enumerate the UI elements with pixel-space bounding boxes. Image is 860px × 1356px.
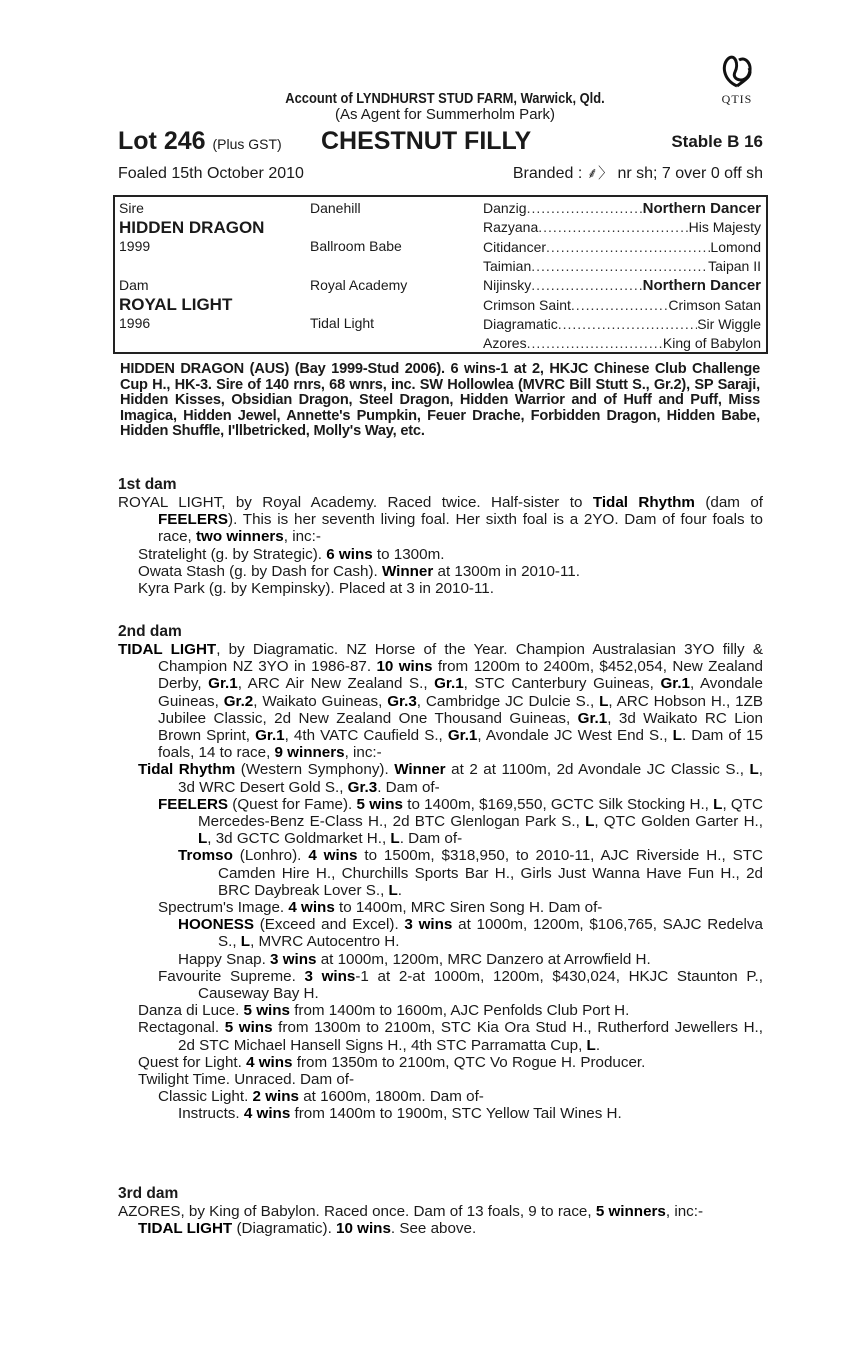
bold-text: Gr.3 — [347, 778, 378, 796]
vendor-agent: (As Agent for Summerholm Park) — [334, 106, 556, 123]
grandparent-name: Diagramatic — [483, 315, 558, 332]
grandparent-sire: Northern Dancer — [642, 277, 761, 295]
text: Instructs. — [178, 1105, 244, 1123]
bold-text: 10 wins — [336, 1220, 391, 1238]
section-title: 1st dam — [118, 476, 177, 493]
bold-text: L — [585, 813, 595, 831]
text: from 1350m to 2100m, QTC Vo Rogue H. Producer. — [292, 1053, 646, 1071]
bold-text: Gr.1 — [577, 709, 608, 727]
bold-text: Gr.1 — [208, 675, 238, 693]
pedigree-grandparent-row — [483, 239, 761, 255]
branded-info — [513, 162, 763, 183]
pedigree-entry — [118, 641, 763, 761]
text: to 1400m, MRC Siren Song H. Dam of- — [334, 899, 603, 917]
text: ROYAL LIGHT, by Royal Academy. Raced twice. Half-sister to — [118, 494, 593, 511]
second-dam-section — [118, 623, 763, 1123]
section-title: 3rd dam — [118, 1185, 179, 1202]
pedigree-entry — [118, 847, 763, 899]
text: (dam of — [694, 494, 764, 511]
vendor-account: Account of LYNDHURST STUD FARM, Warwick, Qld. — [285, 90, 605, 107]
qtis-logo-icon — [719, 50, 755, 90]
pedigree-entry — [118, 916, 763, 950]
bold-text: L — [672, 727, 682, 745]
pedigree-grandparent-row — [483, 258, 761, 274]
grandparent-sire: Lomond — [710, 238, 761, 255]
pedigree-grandparent-row — [483, 219, 761, 235]
text: at 2 at 1100m, 2d Avondale JC Classic S., — [445, 761, 750, 779]
bold-text: Gr.1 — [255, 727, 285, 745]
text: . See above. — [390, 1220, 477, 1238]
grandparent-sire: Northern Dancer — [642, 200, 761, 217]
brand-symbol-icon: ⸙〉 — [586, 165, 613, 182]
text: , Cambridge JC Dulcie S., — [416, 692, 600, 710]
lot-number-text: Lot 246 — [118, 127, 206, 155]
pedigree-entry — [118, 546, 763, 563]
text: AZORES, by King of Babylon. Raced once. Dam of 13 foals, 9 to race, — [118, 1203, 596, 1220]
text: , by Diagramatic. NZ Horse of the Year. Champion Australasian 3YO filly & Champion NZ 3YO in 1986-87. — [158, 641, 763, 676]
text: (Quest for Fame). — [228, 795, 357, 813]
text: (Western Symphony). — [235, 761, 395, 779]
text: . — [397, 881, 403, 899]
text: , Avondale Guineas, — [158, 675, 763, 710]
text: from 1300m to 2100m, STC Kia Ora Stud H., Rutherford Jewellers H., 2d STC Michael Hansell Signs H., 4th STC Parramatta Cup, — [178, 1019, 763, 1054]
sire-label: Sire — [119, 200, 144, 216]
text: , inc:- — [344, 744, 382, 762]
text: , Avondale JC West End S., — [477, 727, 673, 745]
bold-text: two winners — [195, 528, 284, 546]
bold-text: L — [599, 692, 609, 710]
bold-text: FEELERS — [158, 511, 229, 529]
lot-number — [118, 127, 282, 156]
text: from 1400m to 1600m, AJC Penfolds Club Port H. — [289, 1002, 630, 1020]
bold-text: TIDAL LIGHT — [138, 1220, 233, 1238]
text: . Dam of- — [399, 830, 463, 848]
bold-text: L — [198, 830, 208, 848]
pedigree-entry — [118, 1071, 763, 1088]
bold-text: Tidal Rhythm — [138, 761, 236, 779]
text: . Dam of 15 foals, 14 to race, — [158, 727, 763, 762]
text: from 1200m to 2400m, $452,054, New Zealand Derby, — [158, 658, 763, 693]
bold-text: L — [390, 830, 400, 848]
leader-dots — [558, 316, 698, 332]
pedigree-entry — [118, 1054, 763, 1071]
bold-text: Gr.2 — [223, 692, 254, 710]
pedigree-grandparent-row — [483, 200, 761, 217]
bold-text: 4 wins — [308, 847, 358, 865]
leader-dots — [571, 297, 668, 313]
bold-text: Tidal Rhythm — [592, 494, 695, 511]
text: (Diagramatic). — [232, 1220, 337, 1238]
text: , 3d Waikato RC Lion Brown Sprint, — [158, 709, 763, 745]
bold-text: FEELERS — [158, 795, 229, 813]
text: at 1000m, 1200m, MRC Danzero at Arrowfield H. — [316, 950, 651, 968]
grandparent-sire: His Majesty — [688, 219, 761, 236]
text: , inc:- — [665, 1203, 704, 1220]
text: at 1300m in 2010-11. — [433, 562, 580, 580]
pedigree-entry — [118, 1203, 763, 1220]
leader-dots — [538, 219, 688, 235]
pedigree-grandparent-row — [483, 297, 761, 313]
pedigree-entry — [118, 1105, 763, 1122]
grandparent-name: Citidancer — [483, 238, 547, 255]
grandparent-sire: Crimson Satan — [668, 296, 761, 313]
text: . — [595, 1036, 601, 1054]
text: from 1400m to 1900m, STC Yellow Tail Wines H. — [290, 1105, 622, 1123]
grandparent-name: Taimian — [483, 257, 532, 274]
bold-text: L — [388, 881, 398, 899]
grandparent-sire: Taipan II — [708, 257, 761, 274]
pedigree-entry — [118, 796, 763, 848]
dam-sire: Royal Academy — [310, 277, 408, 293]
text: Classic Light. — [158, 1088, 253, 1106]
qtis-logo-text: QTIS — [721, 92, 753, 106]
bold-text: Gr.3 — [387, 692, 417, 710]
text: at 1600m, 1800m. Dam of- — [298, 1088, 484, 1106]
sire-name: HIDDEN DRAGON — [119, 218, 265, 237]
sire-summary: HIDDEN DRAGON (AUS) (Bay 1999-Stud 2006). 6 wins-1 at 2, HKJC Chinese Club Challenge Cup H., HK-3. Sire of 140 rnrs, 68 wnrs, inc. SW Hollowlea (MVRC Bill Stutt S., Gr.2), SP Saraji, Hidden Kisses, Obsidian Dragon, Steel Dragon, Hidden Warrior and of Huff and Puff, Miss Imagica, Hidden Jewel, Annette's Pumpkin, Feuer Drache, Forbidden Dragon, Hidden Babe, Hidden Shuffle, I'llbetricked, Molly's Way, etc. — [120, 361, 760, 439]
bold-text: 10 wins — [376, 658, 433, 676]
text: to 1400m, $169,550, GCTC Silk Stocking H., — [402, 795, 714, 813]
text: Quest for Light. — [138, 1053, 247, 1071]
bold-text: 5 wins — [224, 1019, 273, 1037]
dam-label: Dam — [119, 277, 149, 293]
text: , ARC Hobson H., 1ZB Jubilee Classic, 2d New Zealand One Thousand Guineas, — [158, 692, 763, 727]
text: , QTC Mercedes-Benz E-Class H., 2d BTC Glenlogan Park S., — [198, 795, 763, 831]
text: , 3d GCTC Goldmarket H., — [207, 830, 391, 848]
bold-text: Winner — [394, 761, 446, 779]
text: to 1300m. — [372, 545, 445, 563]
text: , MVRC Autocentro H. — [250, 933, 400, 951]
pedigree-entry — [118, 580, 763, 597]
text: (Lonhro). — [232, 847, 309, 865]
pedigree-entry — [118, 563, 763, 580]
text: , QTC Golden Garter H., — [594, 813, 763, 831]
lot-header — [118, 127, 763, 157]
leader-dots — [527, 335, 663, 351]
bold-text: 2 wins — [252, 1088, 299, 1106]
dam-dam: Tidal Light — [310, 315, 375, 331]
bold-text: 6 wins — [326, 545, 373, 563]
text: Kyra Park (g. by Kempinsky). Placed at 3 in 2010-11. — [138, 580, 494, 598]
text: , inc:- — [283, 528, 321, 546]
text: , Waikato Guineas, — [253, 692, 388, 710]
bold-text: L — [586, 1036, 596, 1054]
text: Owata Stash (g. by Dash for Cash). — [138, 562, 382, 580]
text: -1 at 2-at 1000m, 1200m, $430,024, HKJC Staunton P., Causeway Bay H. — [198, 967, 763, 1003]
branded-label: Branded : — [512, 165, 583, 182]
pedigree-entry — [118, 968, 763, 1002]
text: . Dam of- — [377, 778, 440, 796]
text: at 1000m, 1200m, $106,765, SAJC Redelva S., — [218, 916, 763, 951]
grandparent-name: Danzig — [483, 200, 527, 216]
bold-text: Winner — [381, 562, 434, 580]
leader-dots — [527, 200, 643, 217]
bold-text: 5 wins — [356, 795, 403, 813]
bold-text: 3 wins — [304, 967, 356, 985]
pedigree-entry — [118, 494, 763, 546]
dam-year: 1996 — [119, 315, 151, 331]
text: Twilight Time. Unraced. Dam of- — [138, 1071, 355, 1089]
lot-note: (Plus GST) — [212, 136, 282, 152]
leader-dots — [546, 239, 710, 255]
pedigree-entry — [118, 1088, 763, 1105]
leader-dots — [531, 258, 708, 274]
text: Rectagonal. — [138, 1019, 225, 1037]
pedigree-grandparent-row — [483, 316, 761, 332]
grandparent-name: Crimson Saint — [483, 296, 571, 313]
pedigree-grandparent-row — [483, 335, 761, 351]
pedigree-grandparent-row — [483, 277, 761, 294]
bold-text: L — [713, 795, 723, 813]
bold-text: 3 wins — [270, 950, 317, 968]
bold-text: L — [240, 933, 251, 951]
bold-text: Tromso — [178, 847, 233, 865]
sire-dam: Ballroom Babe — [310, 238, 402, 254]
sire-year: 1999 — [119, 238, 151, 254]
text: to 1500m, $318,950, to 2010-11, AJC Riverside H., STC Camden Hire H., Churchills Sports Bar H., Girls Just Wanna Have Fun H., 2d BRC Daybreak Lover S., — [218, 847, 763, 899]
bold-text: Gr.1 — [447, 727, 478, 745]
text: , 3d WRC Desert Gold S., — [178, 761, 763, 796]
pedigree-entry — [118, 1220, 763, 1237]
text: Danza di Luce. — [138, 1002, 244, 1020]
bold-text: 5 wins — [243, 1002, 290, 1020]
pedigree-entry — [118, 1002, 763, 1019]
bold-text: 4 wins — [246, 1053, 293, 1071]
leader-dots — [531, 277, 642, 294]
branded-value: nr sh; 7 over 0 off sh — [617, 165, 763, 182]
pedigree-entry — [118, 899, 763, 916]
bold-text: 5 winners — [595, 1203, 666, 1220]
text: , STC Canterbury Guineas, — [463, 675, 661, 693]
grandparent-sire: King of Babylon — [662, 335, 761, 352]
section-title: 2nd dam — [118, 623, 182, 640]
text: , 4th VATC Caufield S., — [284, 727, 448, 745]
first-dam-section — [118, 476, 763, 597]
bold-text: HOONESS — [178, 916, 254, 934]
third-dam-section — [118, 1185, 763, 1237]
horse-description: CHESTNUT FILLY — [321, 127, 532, 155]
grandparent-name: Razyana — [483, 219, 539, 236]
text: ). This is her seventh living foal. Her sixth foal is a 2YO. Dam of four foals to race, — [158, 511, 763, 546]
grandparent-sire: Sir Wiggle — [697, 315, 761, 332]
stable-location: Stable B 16 — [671, 132, 763, 151]
pedigree-entry — [118, 1019, 763, 1053]
text: , ARC Air New Zealand S., — [237, 675, 435, 693]
grandparent-name: Azores — [483, 335, 527, 352]
foaled-date: Foaled 15th October 2010 — [118, 165, 304, 182]
bold-text: Gr.1 — [660, 675, 690, 693]
grandparent-name: Nijinsky — [483, 277, 532, 294]
pedigree-table — [113, 195, 768, 354]
text: Stratelight (g. by Strategic). — [138, 545, 327, 563]
bold-text: 4 wins — [243, 1105, 291, 1123]
bold-text: 4 wins — [288, 899, 335, 917]
bold-text: Gr.1 — [434, 675, 464, 693]
text: Favourite Supreme. — [158, 967, 305, 985]
text: (Exceed and Excel). — [253, 916, 405, 934]
bold-text: 3 wins — [404, 916, 453, 934]
pedigree-entry — [118, 761, 763, 795]
sire-sire: Danehill — [310, 200, 361, 216]
pedigree-entry — [118, 951, 763, 968]
bold-text: L — [749, 761, 759, 779]
text: Spectrum's Image. — [158, 899, 289, 917]
text: Happy Snap. — [178, 950, 271, 968]
bold-text: 9 winners — [274, 744, 345, 762]
dam-name: ROYAL LIGHT — [119, 295, 233, 314]
bold-text: TIDAL LIGHT — [118, 641, 217, 658]
